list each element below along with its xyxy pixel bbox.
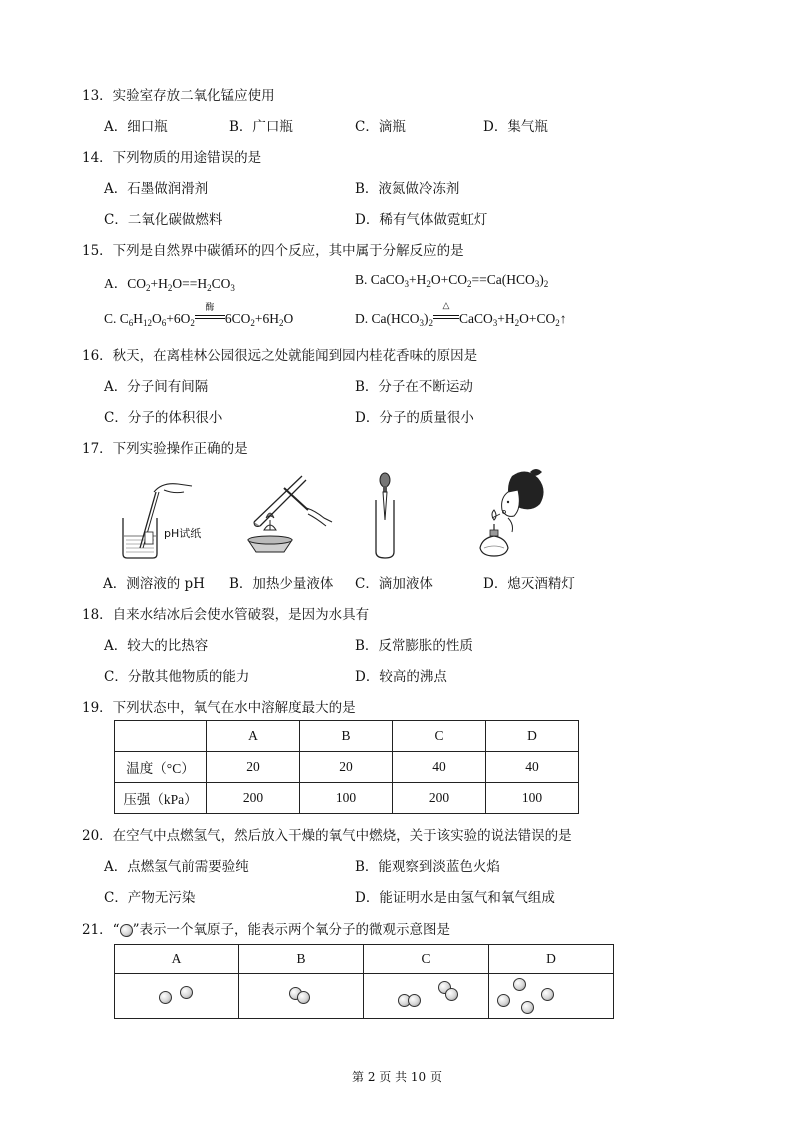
q17-stem: 17．下列实验操作正确的是 xyxy=(82,441,248,457)
q16-option-c: C．分子的体积很小 xyxy=(104,410,223,426)
table-header-cell: C xyxy=(393,721,486,752)
solubility-table xyxy=(114,720,579,814)
table-header-row xyxy=(115,721,579,752)
q13-stem: 13．实验室存放二氧化锰应使用 xyxy=(82,88,275,104)
q14-option-c: C．二氧化碳做燃料 xyxy=(104,212,223,228)
table-row xyxy=(115,752,579,783)
q14-stem: 14．下列物质的用途错误的是 xyxy=(82,150,262,166)
q14-option-b: B．液氮做冷冻剂 xyxy=(355,181,460,197)
q18-option-a: A．较大的比热容 xyxy=(104,638,209,654)
q18-option-c: C．分散其他物质的能力 xyxy=(104,669,250,685)
diagram-cell-c xyxy=(364,974,489,1019)
oxygen-atom-icon xyxy=(541,988,554,1001)
q19-stem: 19．下列状态中，氧气在水中溶解度最大的是 xyxy=(82,700,356,716)
table-header-cell: A xyxy=(207,721,300,752)
table-cell: 100 xyxy=(486,783,579,814)
q15-stem: 15．下列是自然界中碳循环的四个反应，其中属于分解反应的是 xyxy=(82,243,464,259)
oxygen-atom-icon xyxy=(408,994,421,1007)
table-cell: 40 xyxy=(393,752,486,783)
oxygen-atom-icon xyxy=(120,924,133,937)
q16-option-b: B．分子在不断运动 xyxy=(355,379,473,395)
q17-option-d: D．熄灭酒精灯 xyxy=(483,576,575,592)
table-cell: 20 xyxy=(207,752,300,783)
row-label-pressure: 压强（kPa） xyxy=(115,783,207,814)
q17-option-a: A．测溶液的 pH xyxy=(103,576,205,592)
table-header-row xyxy=(115,945,614,974)
q15-option-d: D. $Ca(HCO_3)_2$ △ $CaCO_3+H_2O+CO_2↑$ xyxy=(355,300,567,328)
q15-option-b: B. $CaCO_3+H_2O+CO_2==Ca(HCO_3)_2$ xyxy=(355,272,549,289)
diagram-cell-d xyxy=(489,974,614,1019)
extinguish-lamp-figure xyxy=(478,468,558,560)
table-row xyxy=(115,783,579,814)
table-header-cell xyxy=(115,721,207,752)
q15-option-a: A．$CO_2+H_2O==H_2CO_3$ xyxy=(104,276,235,293)
table-cell: 20 xyxy=(300,752,393,783)
diagram-cell-a xyxy=(115,974,239,1019)
q17-option-c: C．滴加液体 xyxy=(355,576,433,592)
q14-option-a: A．石墨做润滑剂 xyxy=(104,181,209,197)
oxygen-atom-icon xyxy=(513,978,526,991)
table-cell: 200 xyxy=(207,783,300,814)
q20-option-c: C．产物无污染 xyxy=(104,890,196,906)
table-header-cell: A xyxy=(115,945,239,974)
table-header-cell: D xyxy=(489,945,614,974)
table-header-cell: D xyxy=(486,721,579,752)
oxygen-atom-icon xyxy=(159,991,172,1004)
oxygen-atom-icon xyxy=(180,986,193,999)
oxygen-atom-icon xyxy=(445,988,458,1001)
q14-option-d: D．稀有气体做霓虹灯 xyxy=(355,212,488,228)
q20-option-a: A．点燃氢气前需要验纯 xyxy=(104,859,249,875)
q18-option-b: B．反常膨胀的性质 xyxy=(355,638,473,654)
page-footer: 第 2 页 共 10 页 xyxy=(352,1070,442,1084)
q16-option-d: D．分子的质量很小 xyxy=(355,410,474,426)
diagram-cell-b xyxy=(239,974,364,1019)
dropper-figure xyxy=(370,470,400,560)
oxygen-atom-icon xyxy=(497,994,510,1007)
ph-measurement-figure xyxy=(118,478,218,560)
q20-option-b: B．能观察到淡蓝色火焰 xyxy=(355,859,500,875)
table-row xyxy=(115,974,614,1019)
q18-option-d: D．较高的沸点 xyxy=(355,669,447,685)
q16-stem: 16．秋天，在离桂林公园很远之处就能闻到园内桂花香味的原因是 xyxy=(82,348,478,364)
q16-option-a: A．分子间有间隔 xyxy=(104,379,209,395)
heating-liquid-figure xyxy=(240,470,335,560)
ph-paper-label: pH试纸 xyxy=(164,527,202,540)
oxygen-atom-icon xyxy=(297,991,310,1004)
q13-option-d: D．集气瓶 xyxy=(483,119,548,135)
q15-option-c: C. $C_6H_{12}O_6+6O_2$ 酶 $6CO_2+6H_2O$ xyxy=(104,302,294,328)
table-cell: 100 xyxy=(300,783,393,814)
q13-option-b: B．广口瓶 xyxy=(229,119,293,135)
q13-option-c: C．滴瓶 xyxy=(355,119,406,135)
heat-condition: △ xyxy=(442,300,450,310)
q18-stem: 18．自来水结冰后会使水管破裂，是因为水具有 xyxy=(82,607,370,623)
enzyme-condition: 酶 xyxy=(205,302,215,312)
table-cell: 200 xyxy=(393,783,486,814)
table-header-cell: C xyxy=(364,945,489,974)
oxygen-atom-icon xyxy=(521,1001,534,1014)
row-label-temperature: 温度（°C） xyxy=(115,752,207,783)
table-cell: 40 xyxy=(486,752,579,783)
table-header-cell: B xyxy=(239,945,364,974)
q20-stem: 20．在空气中点燃氢气，然后放入干燥的氧气中燃烧，关于该实验的说法错误的是 xyxy=(82,828,572,844)
q20-option-d: D．能证明水是由氢气和氧气组成 xyxy=(355,890,555,906)
molecule-diagram-table xyxy=(114,944,614,1019)
q13-option-a: A．细口瓶 xyxy=(104,119,168,135)
q17-option-b: B．加热少量液体 xyxy=(229,576,334,592)
q21-stem: 21．“ ”表示一个氧原子，能表示两个氧分子的微观示意图是 xyxy=(82,922,450,938)
table-header-cell: B xyxy=(300,721,393,752)
